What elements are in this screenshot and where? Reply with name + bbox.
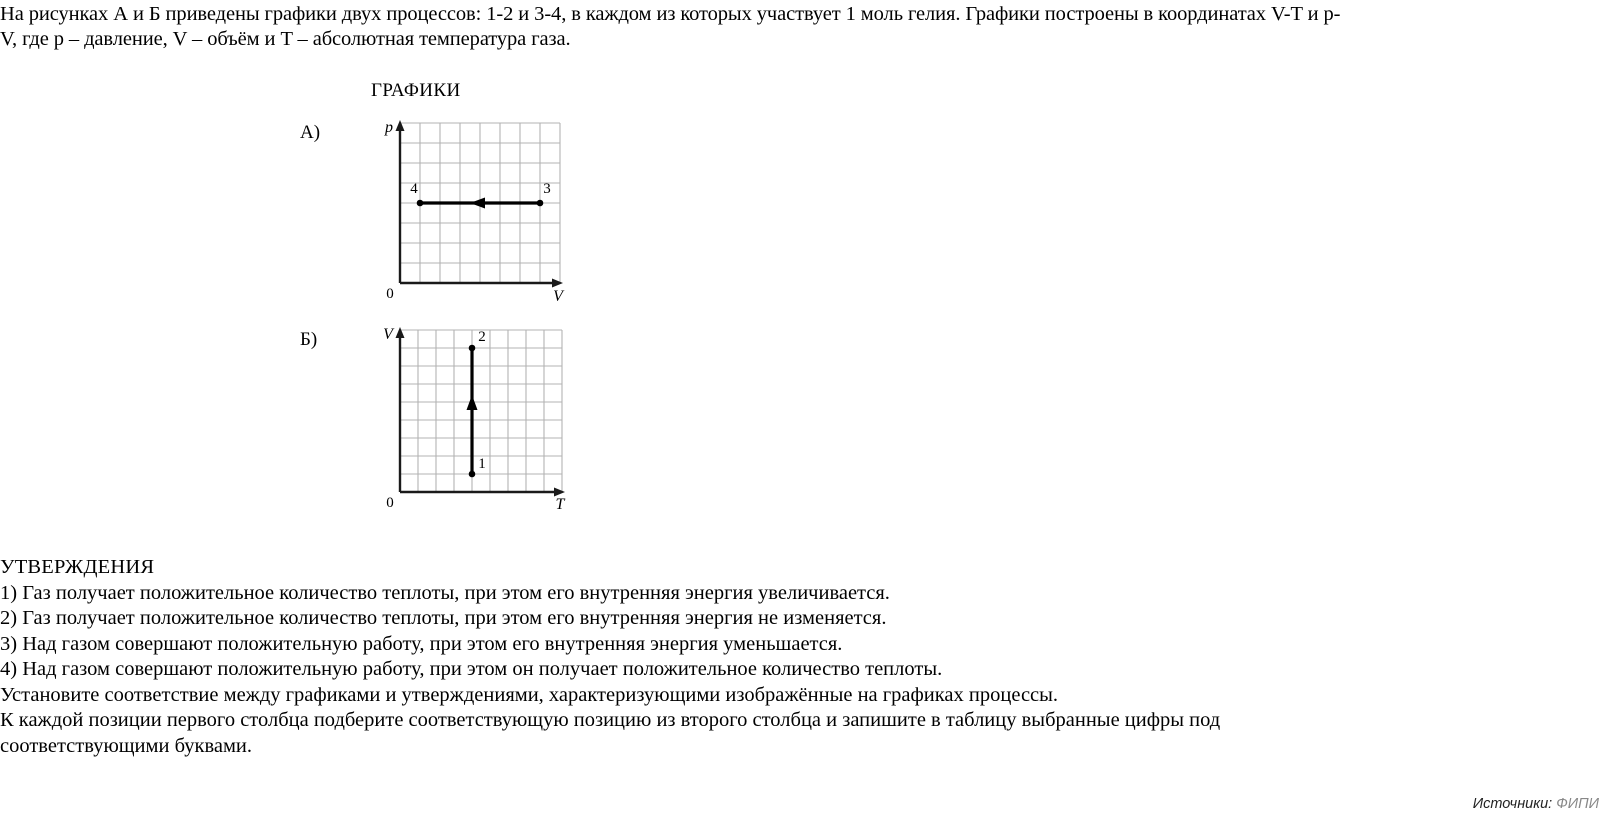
chart-b-letter: Б) xyxy=(300,329,318,350)
source-label: Источники: xyxy=(1472,796,1553,812)
chart-a-point-4-label: 4 xyxy=(410,181,418,197)
instruction-line-2: К каждой позиции первого столбца подберите соответствующую позицию из второго столбца и запишите в таблицу выбранные цифры под xyxy=(0,709,1221,731)
chart-b-origin-label: 0 xyxy=(386,495,394,510)
chart-b-graph xyxy=(340,325,570,510)
graphs-heading: ГРАФИКИ xyxy=(371,80,461,101)
chart-a-graph xyxy=(340,118,570,303)
statements-section xyxy=(0,555,1601,759)
source-attribution xyxy=(1473,796,1599,812)
chart-a-y-axis-label: p xyxy=(385,119,393,136)
statement-item-2: 2) Газ получает положительное количество теплоты, при этом его внутренняя энергия не изменяется. xyxy=(0,607,887,629)
instruction-line-3: соответствующими буквами. xyxy=(0,734,253,757)
problem-statement-line-1: На рисунках А и Б приведены графики двух процессов: 1-2 и 3-4, в каждом из которых участвует 1 моль гелия. Графики построены в координатах V-T и p- xyxy=(0,3,1341,25)
chart-b-process-line xyxy=(467,345,478,478)
statements-header: УТВЕРЖДЕНИЯ xyxy=(0,556,155,578)
chart-b-point-1-label: 1 xyxy=(478,456,486,472)
chart-b-point-2-label: 2 xyxy=(478,329,486,345)
chart-a-origin-label: 0 xyxy=(386,286,394,302)
chart-b-x-axis-label: T xyxy=(555,496,565,510)
instruction-line-1: Установите соответствие между графиками и утверждениями, характеризующими изображённые на графиках процессы. xyxy=(0,683,1059,706)
chart-b-y-axis-label: V xyxy=(383,326,393,343)
chart-a-letter: A) xyxy=(300,122,321,143)
chart-a-x-axis-label: V xyxy=(553,288,563,303)
source-value: ФИПИ xyxy=(1556,796,1599,812)
statement-item-3: 3) Над газом совершают положительную работу, при этом его внутренняя энергия уменьшается. xyxy=(0,632,843,655)
statement-item-1: 1) Газ получает положительное количество теплоты, при этом его внутренняя энергия увеличивается. xyxy=(0,581,890,604)
problem-statement-line-2: V, где p – давление, V – объём и T – абсолютная температура газа. xyxy=(0,28,571,50)
chart-a-point-3-label: 3 xyxy=(543,181,551,197)
statement-item-4: 4) Над газом совершают положительную работу, при этом он получает положительное количество теплоты. xyxy=(0,658,943,680)
problem-statement xyxy=(0,2,1601,52)
